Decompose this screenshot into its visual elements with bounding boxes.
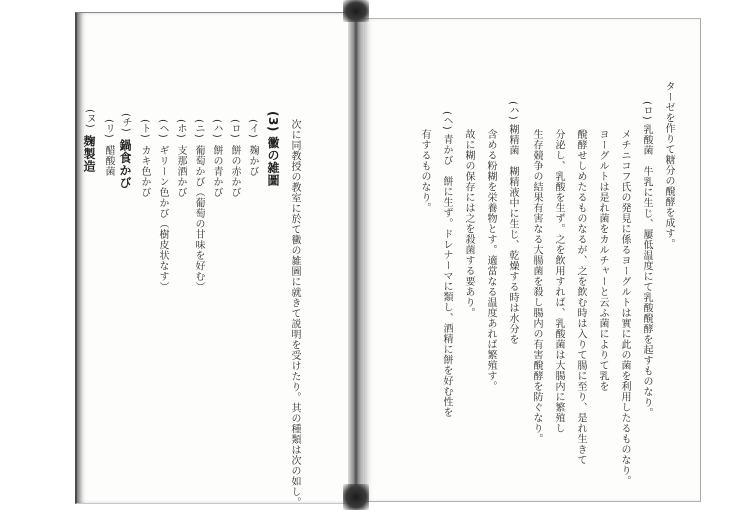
list-item-label: (ホ)	[175, 119, 186, 139]
notebook-spine	[348, 4, 364, 508]
left-page	[75, 12, 352, 508]
list-item	[174, 119, 186, 198]
list-item	[210, 119, 222, 198]
section-heading: (3) 黴の雑圖	[266, 111, 280, 187]
list-item-label: (ニ)	[193, 119, 204, 139]
binding-top	[343, 0, 369, 22]
list-item	[138, 119, 150, 198]
text-line: 生存競争の結果有害なる大腸菌を殺し腸内の有害醗酵を防ぐなり。	[531, 129, 542, 444]
text-line: 有するものなり。	[419, 129, 430, 213]
list-item-label: (ト)	[139, 119, 150, 139]
list-item	[228, 119, 240, 198]
list-item-text: カキ色かび	[139, 145, 150, 198]
list-item-text: ギリーン色かび（樹皮状なす）	[157, 145, 168, 293]
text-line: ヨーグルトは是れ菌をカルチャーと云ふ菌によりて乳を	[597, 129, 608, 392]
list-item	[246, 119, 258, 177]
text-line: 醗酵せしめたるものなるが、之を飲む時は入りて腸に至り、是れ生きて	[575, 129, 586, 465]
list-item-text: 麹かび	[247, 145, 258, 177]
list-item-text: 鍋食かび	[118, 139, 132, 190]
list-item-label: (ヘ)	[157, 119, 168, 139]
text-line: メチニコフ氏の発見に係るヨーグルトは實に此の菌を利用したるものなり。	[619, 129, 630, 486]
list-item-text: 餅の赤かび	[229, 145, 240, 198]
list-item	[156, 119, 168, 292]
list-item-label: (イ)	[247, 119, 258, 139]
list-item-text: 麹製造	[82, 135, 96, 173]
text-line: 含める粉糊を栄養物とす。適當なる温度あれば繁殖す。	[485, 129, 496, 392]
list-item	[119, 113, 131, 189]
section-intro: 次に同教授の教室に於て黴の雑圖に就きて説明を受けたり。其の種類は次の如し。	[289, 119, 300, 508]
list-item-label: (ヌ)	[84, 109, 95, 129]
text-line: ターゼを作りて糖分の醗酵を成す。	[663, 81, 674, 249]
list-item	[102, 119, 114, 177]
binding-bottom	[343, 484, 369, 510]
list-item-text: 餅の青かび	[211, 145, 222, 198]
list-item-label: (ロ)	[229, 119, 240, 139]
text-line: (ロ) 乳酸菌 牛乳に生じ、屢低温度にて乳酸醗酵を起すものなり。	[641, 101, 652, 418]
text-line: 分泌し、乳酸を生ず。之を飲用すれば、乳酸菌は大腸内に繁殖し	[553, 129, 564, 434]
list-item-label: (ハ)	[211, 119, 222, 139]
list-item-label: (リ)	[103, 119, 114, 139]
list-item-text: 醋酸菌	[103, 145, 114, 177]
list-item-text: 葡萄かび（葡萄の甘味を好む）	[193, 145, 204, 293]
text-line: 故に糊の保存には之を殺菌する要あり。	[463, 129, 474, 318]
list-item	[83, 109, 95, 173]
right-page	[362, 18, 701, 502]
list-item-label: (チ)	[120, 113, 131, 133]
text-line: (ハ) 糊精菌 糊精液中に生じ、乾燥する時は水分を	[507, 101, 518, 345]
text-line: (ヘ) 青かび 餅に生ず。ドレナーマに類し、酒精に餅を好む性を	[441, 111, 452, 418]
list-item	[192, 119, 204, 292]
list-item-text: 支那酒かび	[175, 145, 186, 198]
